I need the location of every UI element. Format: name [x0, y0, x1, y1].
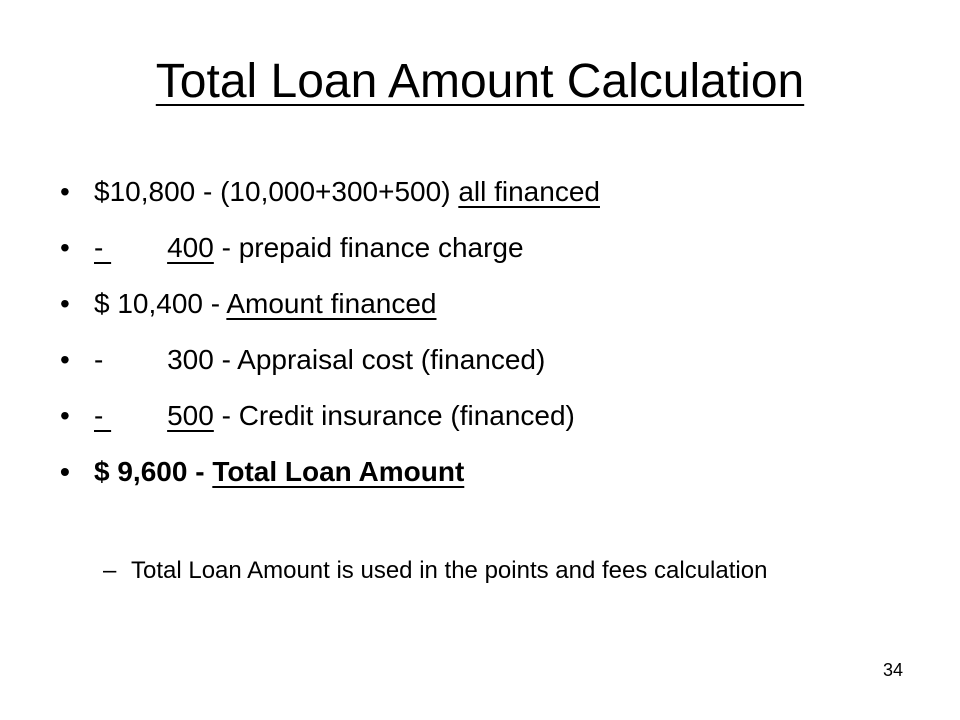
bullet-amount: $ 10,400 - [94, 288, 227, 319]
bullet-dot-icon: • [60, 288, 70, 319]
bullet-text [94, 396, 575, 436]
slide-title-text: Total Loan Amount Calculation [155, 55, 805, 108]
bullet-dot-icon: • [60, 176, 70, 207]
bullet-amount: 500 [167, 400, 214, 431]
bullet-item-total-loan-amount [60, 452, 920, 508]
bullet-amount: $10,800 - (10,000+300+500) [94, 176, 459, 207]
bullet-dash: - [94, 232, 112, 263]
bullet-underlined-amount [94, 400, 214, 431]
bullet-label: all financed [458, 176, 600, 207]
bullet-amount: 300 [167, 344, 214, 375]
bullet-amount: 400 [167, 232, 214, 263]
bullet-item-prepaid-finance-charge [60, 228, 920, 284]
bullet-label: - Appraisal cost (financed) [213, 344, 546, 375]
page-number: 34 [882, 660, 903, 680]
bullet-text [94, 172, 600, 212]
bullet-dot-icon: • [60, 400, 70, 431]
bullet-label: - prepaid finance charge [213, 232, 524, 263]
bullet-list [60, 172, 920, 508]
bullet-label: Total Loan Amount [212, 456, 465, 487]
bullet-dot-icon: • [60, 232, 70, 263]
bullet-dash: - [94, 400, 112, 431]
bullet-dash: - [94, 344, 112, 375]
bullet-text [94, 340, 545, 380]
bullet-dot-icon: • [60, 456, 70, 487]
bullet-dot-icon: • [60, 344, 70, 375]
bullet-text [94, 228, 524, 268]
sub-bullet [103, 556, 843, 586]
bullet-item-amount-financed [60, 284, 920, 340]
bullet-item-all-financed [60, 172, 920, 228]
slide-title [0, 56, 960, 109]
bullet-text [94, 452, 464, 492]
bullet-item-credit-insurance [60, 396, 920, 452]
bullet-label: - Credit insurance (financed) [213, 400, 575, 431]
bullet-label: Amount financed [226, 288, 437, 319]
bullet-item-appraisal-cost [60, 340, 920, 396]
bullet-underlined-amount [94, 232, 214, 263]
sub-bullet-dash: – [103, 557, 117, 584]
bullet-text [94, 284, 436, 324]
bullet-amount: $ 9,600 - [94, 456, 213, 487]
sub-bullet-text: Total Loan Amount is used in the points and fees calculation [131, 557, 768, 584]
